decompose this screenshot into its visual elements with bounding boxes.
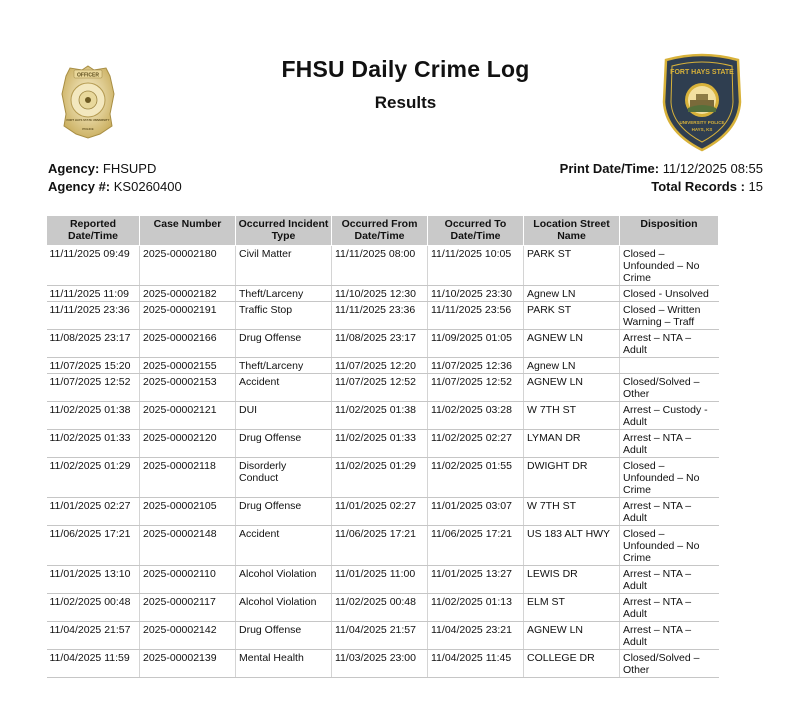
agency-info	[48, 160, 182, 196]
cell-location-street: W 7TH ST	[524, 498, 620, 526]
column-header-location-street: Location Street Name	[524, 216, 620, 246]
cell-case-number: 2025-00002180	[140, 246, 236, 286]
cell-disposition: Closed – Unfounded – No Crime	[620, 526, 719, 566]
table-row	[47, 374, 719, 402]
table-row	[47, 566, 719, 594]
table-row	[47, 430, 719, 458]
cell-occurred-from: 11/04/2025 21:57	[332, 622, 428, 650]
column-header-disposition: Disposition	[620, 216, 719, 246]
cell-occurred-to: 11/11/2025 10:05	[428, 246, 524, 286]
cell-occurred-to: 11/02/2025 01:55	[428, 458, 524, 498]
cell-disposition	[620, 358, 719, 374]
cell-reported-datetime: 11/11/2025 23:36	[47, 302, 140, 330]
cell-disposition: Closed/Solved – Other	[620, 374, 719, 402]
crime-log-table	[46, 215, 719, 678]
cell-location-street: LYMAN DR	[524, 430, 620, 458]
cell-location-street: DWIGHT DR	[524, 458, 620, 498]
cell-case-number: 2025-00002118	[140, 458, 236, 498]
cell-incident-type: Accident	[236, 526, 332, 566]
cell-case-number: 2025-00002166	[140, 330, 236, 358]
cell-reported-datetime: 11/01/2025 13:10	[47, 566, 140, 594]
cell-incident-type: Disorderly Conduct	[236, 458, 332, 498]
cell-occurred-from: 11/02/2025 01:29	[332, 458, 428, 498]
cell-location-street: W 7TH ST	[524, 402, 620, 430]
cell-reported-datetime: 11/11/2025 09:49	[47, 246, 140, 286]
cell-disposition: Closed - Unsolved	[620, 286, 719, 302]
cell-disposition: Closed/Solved – Other	[620, 650, 719, 678]
cell-case-number: 2025-00002120	[140, 430, 236, 458]
cell-incident-type: Traffic Stop	[236, 302, 332, 330]
cell-location-street: ELM ST	[524, 594, 620, 622]
agency-number-value: KS0260400	[113, 179, 182, 194]
column-header-reported-datetime: Reported Date/Time	[47, 216, 140, 246]
print-label: Print Date/Time:	[559, 161, 660, 176]
cell-occurred-to: 11/04/2025 23:21	[428, 622, 524, 650]
cell-reported-datetime: 11/02/2025 01:33	[47, 430, 140, 458]
cell-reported-datetime: 11/01/2025 02:27	[47, 498, 140, 526]
table-row	[47, 246, 719, 286]
print-value: 11/12/2025 08:55	[662, 161, 763, 176]
column-header-case-number: Case Number	[140, 216, 236, 246]
cell-occurred-from: 11/06/2025 17:21	[332, 526, 428, 566]
cell-disposition: Arrest – NTA – Adult	[620, 622, 719, 650]
cell-incident-type: Drug Offense	[236, 622, 332, 650]
cell-reported-datetime: 11/08/2025 23:17	[47, 330, 140, 358]
cell-case-number: 2025-00002105	[140, 498, 236, 526]
cell-occurred-from: 11/11/2025 08:00	[332, 246, 428, 286]
badge-bottom-text: FORT HAYS STATE UNIVERSITY	[66, 118, 110, 122]
badge-top-text: OFFICER	[77, 72, 99, 79]
cell-incident-type: Theft/Larceny	[236, 286, 332, 302]
cell-occurred-from: 11/02/2025 00:48	[332, 594, 428, 622]
cell-incident-type: Drug Offense	[236, 430, 332, 458]
cell-case-number: 2025-00002155	[140, 358, 236, 374]
table-row	[47, 622, 719, 650]
cell-incident-type: Drug Offense	[236, 498, 332, 526]
cell-disposition: Arrest – Custody - Adult	[620, 402, 719, 430]
cell-disposition: Closed – Written Warning – Traff	[620, 302, 719, 330]
cell-occurred-from: 11/01/2025 02:27	[332, 498, 428, 526]
cell-incident-type: Mental Health	[236, 650, 332, 678]
table-row	[47, 286, 719, 302]
agency-number-line	[48, 178, 182, 196]
table-row	[47, 302, 719, 330]
cell-occurred-to: 11/01/2025 13:27	[428, 566, 524, 594]
cell-reported-datetime: 11/04/2025 21:57	[47, 622, 140, 650]
total-records-label: Total Records :	[651, 179, 745, 194]
cell-occurred-to: 11/02/2025 01:13	[428, 594, 524, 622]
print-line	[560, 160, 763, 178]
column-header-occurred-to: Occurred To Date/Time	[428, 216, 524, 246]
cell-case-number: 2025-00002117	[140, 594, 236, 622]
table-body	[47, 246, 719, 678]
cell-disposition: Closed – Unfounded – No Crime	[620, 246, 719, 286]
cell-location-street: LEWIS DR	[524, 566, 620, 594]
cell-location-street: AGNEW LN	[524, 330, 620, 358]
cell-reported-datetime: 11/07/2025 12:52	[47, 374, 140, 402]
cell-occurred-from: 11/07/2025 12:52	[332, 374, 428, 402]
cell-occurred-to: 11/10/2025 23:30	[428, 286, 524, 302]
cell-occurred-to: 11/02/2025 03:28	[428, 402, 524, 430]
agency-label: Agency:	[48, 161, 100, 176]
cell-incident-type: DUI	[236, 402, 332, 430]
table-row	[47, 330, 719, 358]
page-title: FHSU Daily Crime Log	[281, 56, 530, 82]
cell-incident-type: Accident	[236, 374, 332, 402]
cell-occurred-from: 11/11/2025 23:36	[332, 302, 428, 330]
cell-location-street: COLLEGE DR	[524, 650, 620, 678]
agency-value: FHSUPD	[102, 161, 157, 176]
cell-occurred-from: 11/02/2025 01:33	[332, 430, 428, 458]
cell-disposition: Arrest – NTA – Adult	[620, 330, 719, 358]
seal-bottom-text: UNIVERSITY POLICE	[679, 120, 725, 125]
cell-occurred-from: 11/10/2025 12:30	[332, 286, 428, 302]
cell-incident-type: Alcohol Violation	[236, 594, 332, 622]
cell-occurred-from: 11/02/2025 01:38	[332, 402, 428, 430]
cell-case-number: 2025-00002121	[140, 402, 236, 430]
cell-disposition: Arrest – NTA – Adult	[620, 498, 719, 526]
cell-occurred-to: 11/07/2025 12:52	[428, 374, 524, 402]
cell-incident-type: Alcohol Violation	[236, 566, 332, 594]
cell-reported-datetime: 11/06/2025 17:21	[47, 526, 140, 566]
cell-location-street: Agnew LN	[524, 286, 620, 302]
header-row	[47, 216, 719, 246]
column-header-occurred-from: Occurred From Date/Time	[332, 216, 428, 246]
cell-occurred-from: 11/07/2025 12:20	[332, 358, 428, 374]
cell-disposition: Arrest – NTA – Adult	[620, 430, 719, 458]
cell-case-number: 2025-00002153	[140, 374, 236, 402]
cell-case-number: 2025-00002148	[140, 526, 236, 566]
cell-occurred-to: 11/04/2025 11:45	[428, 650, 524, 678]
seal-top-text: FORT HAYS STATE	[670, 69, 734, 76]
print-info	[560, 160, 763, 196]
agency-number-label: Agency #:	[48, 179, 111, 194]
cell-reported-datetime: 11/07/2025 15:20	[47, 358, 140, 374]
cell-reported-datetime: 11/11/2025 11:09	[47, 286, 140, 302]
cell-reported-datetime: 11/02/2025 00:48	[47, 594, 140, 622]
column-header-incident-type: Occurred Incident Type	[236, 216, 332, 246]
total-records-line	[560, 178, 763, 196]
cell-location-street: PARK ST	[524, 246, 620, 286]
table-row	[47, 402, 719, 430]
cell-reported-datetime: 11/02/2025 01:38	[47, 402, 140, 430]
seal-city-text: HAYS, KS	[691, 127, 713, 132]
cell-case-number: 2025-00002182	[140, 286, 236, 302]
table-row	[47, 594, 719, 622]
cell-occurred-from: 11/01/2025 11:00	[332, 566, 428, 594]
cell-occurred-to: 11/11/2025 23:56	[428, 302, 524, 330]
cell-reported-datetime: 11/04/2025 11:59	[47, 650, 140, 678]
cell-location-street: PARK ST	[524, 302, 620, 330]
table-row	[47, 526, 719, 566]
agency-line	[48, 160, 182, 178]
badge-code-text: POLICE	[82, 127, 94, 131]
table-row	[47, 498, 719, 526]
cell-case-number: 2025-00002139	[140, 650, 236, 678]
cell-occurred-from: 11/03/2025 23:00	[332, 650, 428, 678]
cell-incident-type: Drug Offense	[236, 330, 332, 358]
cell-disposition: Arrest – NTA – Adult	[620, 566, 719, 594]
cell-incident-type: Civil Matter	[236, 246, 332, 286]
cell-occurred-to: 11/07/2025 12:36	[428, 358, 524, 374]
total-records-value: 15	[748, 179, 763, 194]
cell-occurred-to: 11/02/2025 02:27	[428, 430, 524, 458]
cell-occurred-to: 11/06/2025 17:21	[428, 526, 524, 566]
cell-case-number: 2025-00002142	[140, 622, 236, 650]
cell-location-street: AGNEW LN	[524, 622, 620, 650]
cell-incident-type: Theft/Larceny	[236, 358, 332, 374]
cell-disposition: Closed – Unfounded – No Crime	[620, 458, 719, 498]
cell-location-street: US 183 ALT HWY	[524, 526, 620, 566]
cell-case-number: 2025-00002191	[140, 302, 236, 330]
table-row	[47, 458, 719, 498]
cell-occurred-to: 11/01/2025 03:07	[428, 498, 524, 526]
cell-occurred-from: 11/08/2025 23:17	[332, 330, 428, 358]
page-subtitle: Results	[374, 93, 437, 112]
table-header	[47, 216, 719, 246]
cell-case-number: 2025-00002110	[140, 566, 236, 594]
cell-location-street: AGNEW LN	[524, 374, 620, 402]
cell-occurred-to: 11/09/2025 01:05	[428, 330, 524, 358]
cell-disposition: Arrest – NTA – Adult	[620, 594, 719, 622]
table-row	[47, 650, 719, 678]
cell-reported-datetime: 11/02/2025 01:29	[47, 458, 140, 498]
table-row	[47, 358, 719, 374]
cell-location-street: Agnew LN	[524, 358, 620, 374]
